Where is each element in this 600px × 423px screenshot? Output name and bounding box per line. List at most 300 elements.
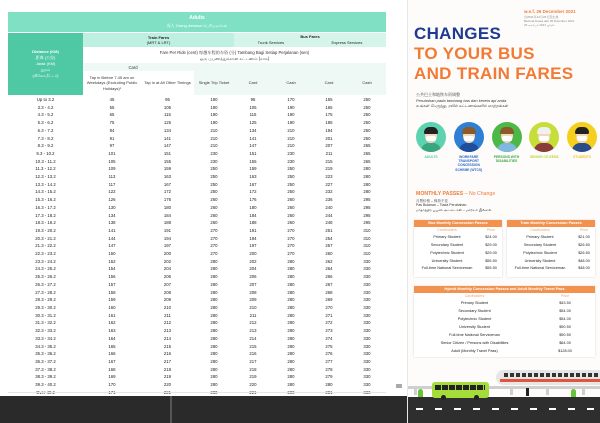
fare-cell: 197 xyxy=(163,243,172,249)
col-tap-other: Tap in at All Other Timings xyxy=(141,71,194,95)
person-icon xyxy=(529,122,559,152)
fare-cell: 214 xyxy=(249,335,257,341)
fare-cell: 260 xyxy=(210,212,218,218)
fare-cell: 330 xyxy=(363,366,371,372)
fare-cell: 158 xyxy=(108,289,116,295)
distance-cell: 25.3 - 26.2 xyxy=(35,274,56,280)
table-row xyxy=(8,258,386,266)
table-row xyxy=(8,381,386,389)
fare-cell: 166 xyxy=(108,351,116,357)
fare-cell: 167 xyxy=(108,358,116,364)
fare-cell: 270 xyxy=(210,227,218,233)
bus-fares-header xyxy=(234,33,386,47)
col-trunk-cash: Cash xyxy=(286,80,296,86)
cardholder-type: University Student xyxy=(459,325,490,329)
distance-cell: 5.3 - 6.2 xyxy=(37,120,54,126)
fare-cell: 270 xyxy=(325,304,333,310)
fare-cell: 276 xyxy=(325,351,333,357)
fare-cell: 330 xyxy=(363,258,371,264)
effective-date-ta: 26 டிசம்பர் 2021 முதல் xyxy=(524,23,555,27)
fare-cell: 280 xyxy=(210,366,218,372)
fare-cell: 330 xyxy=(363,274,371,280)
distance-cell: 9.3 - 10.2 xyxy=(36,150,55,156)
pass-table-header: Bus Monthly Concession Passes xyxy=(414,220,502,227)
col-express-cash: Cash xyxy=(362,80,372,86)
adults-title: Adults xyxy=(189,15,205,21)
fare-cell: 280 xyxy=(210,328,218,334)
fare-cell: 97 xyxy=(109,143,115,149)
fare-cell: 330 xyxy=(363,382,371,388)
fare-cell: 188 xyxy=(249,220,257,226)
fare-cell: 270 xyxy=(287,235,295,241)
fare-cell: 267 xyxy=(325,281,333,287)
fare-cell: 265 xyxy=(363,150,371,156)
fare-cell: 91 xyxy=(109,135,115,141)
fare-cell: 236 xyxy=(325,197,333,203)
person-icon xyxy=(567,122,597,152)
fare-cell: 134 xyxy=(163,127,172,133)
pass-price: $54.00 xyxy=(559,317,571,321)
fare-cell: 330 xyxy=(363,266,371,272)
fare-cell: 219 xyxy=(325,166,333,172)
fare-cell: 204 xyxy=(163,266,172,272)
cardholder-type: University Student xyxy=(431,259,463,263)
fare-cell: 260 xyxy=(287,212,295,218)
fare-cell: 280 xyxy=(210,320,218,326)
scrollbar-thumb[interactable] xyxy=(396,384,402,388)
distance-cell: Up to 3.2 xyxy=(36,97,55,102)
category-senior xyxy=(527,122,561,172)
fare-cell: 165 xyxy=(325,104,333,110)
pass-row xyxy=(414,257,502,265)
table-row xyxy=(8,235,386,243)
distance-cell: 35.3 - 36.2 xyxy=(35,351,56,357)
fare-cell: 295 xyxy=(363,212,371,218)
fare-cell: 280 xyxy=(363,174,371,180)
distance-cell: 36.3 - 37.2 xyxy=(35,358,56,364)
fare-per-ride-header xyxy=(83,47,386,63)
fare-cell: 330 xyxy=(363,358,371,364)
pass-price: $48.00 xyxy=(578,259,590,263)
fare-cell: 250 xyxy=(363,104,371,110)
fare-cell: 157 xyxy=(108,281,116,287)
pass-row xyxy=(414,249,502,257)
fare-cell: 230 xyxy=(287,158,295,164)
fare-cell: 200 xyxy=(249,251,257,257)
fare-cell: 270 xyxy=(210,243,218,249)
distance-cell: 17.3 - 18.2 xyxy=(35,212,56,218)
table-row xyxy=(8,366,386,374)
fare-cell: 95 xyxy=(250,97,256,102)
distance-cell: 20.3 - 21.2 xyxy=(35,235,56,241)
fare-cell: 270 xyxy=(210,251,218,257)
fare-cell: 191 xyxy=(163,227,172,233)
fare-cell: 213 xyxy=(249,328,257,334)
fare-cell: 271 xyxy=(325,312,333,318)
fare-categories xyxy=(414,122,599,172)
pass-row xyxy=(414,233,502,241)
fare-cell: 190 xyxy=(210,97,218,102)
fare-cell: 184 xyxy=(163,212,172,218)
fare-cell: 330 xyxy=(363,312,371,318)
fare-cell: 208 xyxy=(249,289,257,295)
distance-cell: 18.3 - 19.2 xyxy=(35,220,56,226)
distance-cell: 21.3 - 22.2 xyxy=(35,243,56,249)
pass-row xyxy=(414,339,595,347)
title-line-1: CHANGES xyxy=(414,24,502,43)
col-price: Price xyxy=(579,228,589,232)
fare-cell: 176 xyxy=(249,197,257,203)
fare-cell: 113 xyxy=(108,174,116,180)
distance-cell: 23.3 - 24.2 xyxy=(35,258,56,264)
fare-cell: 161 xyxy=(108,312,116,318)
table-row xyxy=(8,111,386,119)
table-row xyxy=(8,219,386,227)
fare-cell: 280 xyxy=(287,366,295,372)
fare-cell: 220 xyxy=(249,382,257,388)
fare-cell: 207 xyxy=(163,281,172,287)
pass-row xyxy=(414,323,595,331)
category-persons xyxy=(490,122,524,172)
cardholder-type: Polytechnic Student xyxy=(457,317,492,321)
category-workfare xyxy=(452,122,486,172)
distance-cell: 22.3 - 23.2 xyxy=(35,251,56,257)
fare-cell: 280 xyxy=(363,166,371,172)
trunk-services-label: Trunk Services xyxy=(257,40,285,45)
bus-fares-title: Bus Fares xyxy=(300,34,320,39)
pass-price: $24.00 xyxy=(485,235,497,239)
fare-cell: 274 xyxy=(325,335,333,341)
fare-cell: 134 xyxy=(108,212,116,218)
fare-cell: 330 xyxy=(363,335,371,341)
table-row xyxy=(8,250,386,258)
fare-cell: 159 xyxy=(108,297,116,303)
category-students xyxy=(565,122,599,172)
pass-price: $48.00 xyxy=(578,266,590,270)
cardholder-type: Full-time National Serviceman xyxy=(421,266,473,270)
table-row xyxy=(8,358,386,366)
fare-cell: 280 xyxy=(210,304,218,310)
fare-cell: 280 xyxy=(287,382,295,388)
fare-cell: 162 xyxy=(108,320,116,326)
distance-cell: 3.3 - 4.2 xyxy=(37,104,54,110)
fare-cell: 190 xyxy=(287,120,295,126)
table-row xyxy=(8,335,386,343)
person-icon xyxy=(492,122,522,152)
cardholder-type: Adult (Monthly Travel Pass) xyxy=(451,349,498,353)
table-row xyxy=(8,227,386,235)
table-row xyxy=(8,312,386,320)
pass-price: $43.50 xyxy=(559,301,571,305)
cardholder-type: Polytechnic Student xyxy=(430,251,464,255)
table-row xyxy=(8,158,386,166)
fare-cell: 254 xyxy=(325,235,333,241)
table-row xyxy=(8,327,386,335)
fare-cell: 210 xyxy=(163,304,172,310)
col-price: Price xyxy=(560,294,570,298)
fare-cell: 165 xyxy=(108,343,116,349)
fare-per-ride-tamil: ஒரு பயணத்துக்கான கட்டணம் (காசு) xyxy=(199,56,270,61)
table-row xyxy=(8,319,386,327)
fare-cell: 194 xyxy=(249,235,257,241)
page-fold xyxy=(170,396,172,423)
fare-cell: 212 xyxy=(249,320,257,326)
distance-header-zh: 距离 (公里) xyxy=(35,55,56,60)
fare-cell: 160 xyxy=(108,304,116,310)
fare-cell: 280 xyxy=(210,258,218,264)
table-row xyxy=(8,212,386,220)
pass-price: $29.00 xyxy=(485,243,497,247)
fare-cell: 167 xyxy=(163,181,172,187)
distance-cell: 6.3 - 7.2 xyxy=(37,127,54,133)
fare-cell: 209 xyxy=(249,297,257,303)
fare-cell: 219 xyxy=(163,374,172,380)
fare-cell: 215 xyxy=(249,343,257,349)
fare-cell: 194 xyxy=(325,127,333,133)
fare-cell: 101 xyxy=(108,150,116,156)
pass-row xyxy=(414,307,595,315)
fare-cell: 211 xyxy=(325,150,333,156)
pass-price: $55.50 xyxy=(485,259,497,263)
fare-cell: 279 xyxy=(325,374,333,380)
col-single-trip: Single Trip Ticket xyxy=(198,80,230,86)
fare-cell: 295 xyxy=(363,204,371,210)
distance-cell: 8.3 - 9.2 xyxy=(37,143,54,149)
cardholder-type: Full-time National Serviceman xyxy=(514,266,566,270)
fare-cell: 280 xyxy=(210,266,218,272)
fare-cell: 170 xyxy=(287,97,295,102)
fare-cell: 105 xyxy=(108,158,116,164)
fare-cell: 180 xyxy=(163,204,172,210)
title-line-3: AND TRAIN FARES xyxy=(414,64,574,83)
fare-cell: 154 xyxy=(108,266,116,272)
table-row xyxy=(8,350,386,358)
col-cardholders: Cardholders xyxy=(437,228,457,232)
fare-cell: 156 xyxy=(108,274,116,280)
table-row xyxy=(8,135,386,143)
fare-cell: 141 xyxy=(249,135,257,141)
fare-cell: 130 xyxy=(108,204,116,210)
fare-cell: 138 xyxy=(108,220,116,226)
table-row xyxy=(8,188,386,196)
distance-cell: 37.3 - 38.2 xyxy=(35,366,56,372)
distance-cell: 27.3 - 28.2 xyxy=(35,289,56,295)
fare-cell: 212 xyxy=(163,320,172,326)
fare-cell: 217 xyxy=(249,358,257,364)
fare-cell: 280 xyxy=(210,374,218,380)
table-row xyxy=(8,373,386,381)
fare-cell: 278 xyxy=(325,366,333,372)
table-row xyxy=(8,289,386,297)
distance-cell: 19.3 - 20.2 xyxy=(35,227,56,233)
fare-cell: 250 xyxy=(287,189,295,195)
monthly-passes-status: – No Change xyxy=(463,191,496,197)
fare-cell: 147 xyxy=(163,143,172,149)
fare-cell: 167 xyxy=(249,181,257,187)
fare-cell: 210 xyxy=(210,143,218,149)
fare-cell: 117 xyxy=(108,181,116,187)
fare-cell: 141 xyxy=(163,135,172,141)
pass-row xyxy=(414,241,502,249)
fare-cell: 206 xyxy=(163,274,172,280)
distance-cell: 7.3 - 8.2 xyxy=(37,135,54,141)
table-row xyxy=(8,281,386,289)
fare-cell: 190 xyxy=(287,104,295,110)
fare-cell: 250 xyxy=(210,189,218,195)
fare-per-ride-text: Fare Per Ride (cent) 每趟车程的车资 (分) Tambang Bagi Setiap Perjalanan (sen) xyxy=(159,50,310,55)
fare-cell: 280 xyxy=(287,304,295,310)
fare-cell: 155 xyxy=(325,97,333,102)
table-row xyxy=(8,181,386,189)
table-row xyxy=(8,173,386,181)
distance-cell: 39.3 - 40.2 xyxy=(35,382,56,388)
col-cardholders: Cardholders xyxy=(464,294,485,298)
table-row xyxy=(8,304,386,312)
fare-cell: 55 xyxy=(109,104,115,110)
fare-cell: 207 xyxy=(325,143,333,149)
fare-cell: 115 xyxy=(249,112,257,118)
distance-header-ta: தூரம் xyxy=(40,67,51,72)
table-row xyxy=(8,142,386,150)
card-label: Card xyxy=(128,65,138,70)
distance-header-en: Distance (KM) xyxy=(32,49,59,54)
distance-cell: 33.3 - 34.2 xyxy=(35,335,56,341)
distance-cell: 32.3 - 33.2 xyxy=(35,328,56,334)
fare-cell: 280 xyxy=(287,258,295,264)
fare-cell: 105 xyxy=(163,104,172,110)
fare-cell: 115 xyxy=(164,112,171,118)
fare-cell: 260 xyxy=(325,251,333,257)
fare-cell: 280 xyxy=(287,351,295,357)
fare-table xyxy=(8,96,386,396)
cover-page xyxy=(407,0,600,423)
category-label: WORKFARE TRANSPORT CONCESSION SCHEME (WTCS) xyxy=(455,155,483,172)
table-row xyxy=(8,204,386,212)
col-trunk-card: Card xyxy=(248,80,258,86)
fare-cell: 219 xyxy=(249,374,257,380)
distance-cell: 10.3 - 11.2 xyxy=(35,158,56,164)
fare-cell: 202 xyxy=(163,258,172,264)
pass-row xyxy=(414,347,595,355)
fare-cell: 175 xyxy=(325,112,333,118)
subtitle-zh: 公共巴士和地铁车资调整 xyxy=(416,92,460,97)
table-row xyxy=(8,196,386,204)
fare-cell: 250 xyxy=(287,174,295,180)
fare-cell: 209 xyxy=(163,297,172,303)
fare-cell: 250 xyxy=(363,97,371,102)
distance-header-ta2: (கிலோமீட்டர்) xyxy=(32,73,59,78)
fare-cell: 310 xyxy=(363,251,371,257)
distance-cell: 16.3 - 17.2 xyxy=(35,204,56,210)
monthly-passes-heading: MONTHLY PASSES xyxy=(416,191,464,197)
fare-cell: 270 xyxy=(210,235,218,241)
fare-cell: 280 xyxy=(287,297,295,303)
fare-cell: 232 xyxy=(325,189,333,195)
fare-cell: 168 xyxy=(108,366,116,372)
pass-price: $55.50 xyxy=(485,266,497,270)
fare-cell: 141 xyxy=(108,227,116,233)
fare-cell: 280 xyxy=(210,297,218,303)
cardholder-type: Secondary Student xyxy=(430,243,464,247)
pass-row xyxy=(414,331,595,339)
fare-cell: 210 xyxy=(287,143,295,149)
fare-cell: 280 xyxy=(287,358,295,364)
fare-cell: 330 xyxy=(363,297,371,303)
fare-cell: 280 xyxy=(363,181,371,187)
fare-cell: 250 xyxy=(210,181,218,187)
fare-cell: 95 xyxy=(165,97,170,102)
distance-cell: 30.3 - 31.2 xyxy=(35,312,56,318)
fare-cell: 217 xyxy=(163,358,172,364)
table-row xyxy=(8,104,386,112)
distance-header xyxy=(8,33,83,95)
fare-cell: 251 xyxy=(325,227,333,233)
fare-cell: 163 xyxy=(108,328,116,334)
train-fares-subtitle: (MRT & LRT) xyxy=(146,40,171,45)
fare-cell: 206 xyxy=(249,274,257,280)
train-fares-title: Train Fares xyxy=(147,35,170,40)
fare-cell: 109 xyxy=(108,166,116,172)
transport-illustration xyxy=(408,362,600,423)
fare-cell: 84 xyxy=(109,127,115,133)
fare-cell: 280 xyxy=(287,320,295,326)
fare-cell: 248 xyxy=(325,220,333,226)
subtitle-ta: உங்கள் பேருந்து, ரயில் கட்டணங்களில் மாற்றங்கள் xyxy=(416,103,509,108)
fare-cell: 280 xyxy=(210,343,218,349)
distance-cell: 38.3 - 39.2 xyxy=(35,374,56,380)
fare-cell: 257 xyxy=(325,243,333,249)
fare-cell: 194 xyxy=(163,235,172,241)
fare-cell: 155 xyxy=(249,158,257,164)
fare-cell: 223 xyxy=(325,174,333,180)
fare-cell: 150 xyxy=(108,251,116,257)
fare-cell: 230 xyxy=(210,150,218,156)
fare-cell: 277 xyxy=(325,358,333,364)
fare-cell: 211 xyxy=(249,312,257,318)
distance-cell: 15.3 - 16.2 xyxy=(35,197,56,203)
fare-cell: 197 xyxy=(249,243,257,249)
category-label: SENIOR CITIZENS xyxy=(529,155,559,159)
fare-cell: 330 xyxy=(363,351,371,357)
fare-cell: 200 xyxy=(163,251,172,257)
pass-row xyxy=(507,249,595,257)
adults-banner xyxy=(8,12,386,32)
fare-cell: 280 xyxy=(287,343,295,349)
road-illustration xyxy=(408,397,600,423)
fare-cell: 280 xyxy=(210,274,218,280)
fare-cell: 207 xyxy=(249,281,257,287)
fare-cell: 310 xyxy=(363,235,371,241)
fare-cell: 330 xyxy=(363,281,371,287)
fare-cell: 151 xyxy=(249,150,257,156)
fare-cell: 164 xyxy=(108,335,116,341)
distance-cell: 13.3 - 14.2 xyxy=(35,181,56,187)
person-icon xyxy=(454,122,484,152)
fare-cell: 280 xyxy=(287,274,295,280)
fare-cell: 227 xyxy=(325,181,333,187)
fare-cell: 147 xyxy=(108,243,116,249)
fare-cell: 218 xyxy=(163,366,172,372)
fare-cell: 191 xyxy=(249,227,257,233)
pass-row xyxy=(507,241,595,249)
table-row xyxy=(8,296,386,304)
bus-pass-table xyxy=(414,220,502,277)
fare-cell: 210 xyxy=(249,304,257,310)
fare-cell: 280 xyxy=(210,289,218,295)
table-row xyxy=(8,273,386,281)
distance-cell: 29.3 - 30.2 xyxy=(35,304,56,310)
fare-cell: 218 xyxy=(249,366,257,372)
